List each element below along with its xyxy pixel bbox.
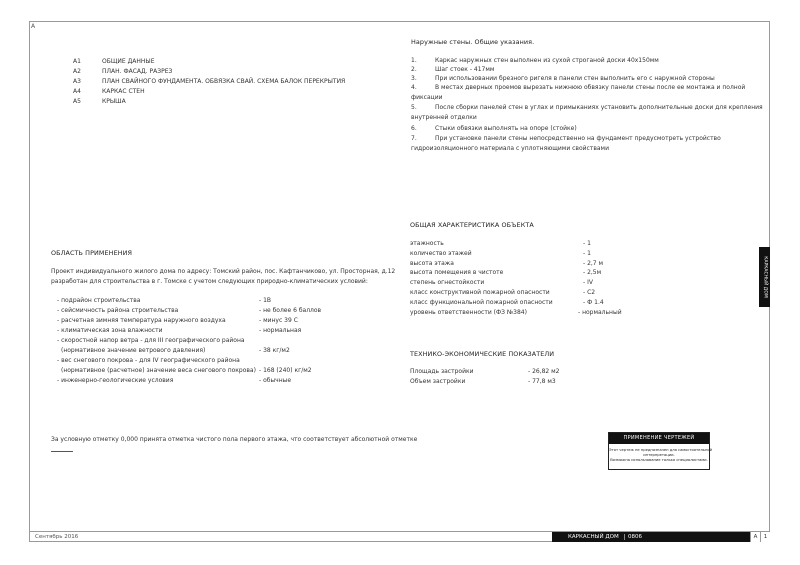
note-num: 2.: [411, 66, 417, 73]
note-text: Шаг стоек - 417мм: [435, 66, 495, 73]
contents-code-5: А5: [73, 98, 81, 105]
application-title: ОБЛАСТЬ ПРИМЕНЕНИЯ: [51, 249, 133, 257]
condition-value: - 38 кг/м2: [259, 347, 290, 354]
tech-value: - 26,82 м2: [528, 368, 560, 375]
sheet-corner-letter: A: [31, 23, 36, 30]
char-value: - Ф 1.4: [583, 299, 604, 306]
condition-label: - расчетная зимняя температура наружного воздуха: [57, 317, 226, 324]
note-text: При установке панели стены непосредственно на фундамент предусмотреть устройство: [435, 135, 721, 142]
contents-code-1: А1: [73, 58, 81, 65]
drawing-note-line: интерпретации.: [643, 453, 675, 457]
title-block-date: Сентябрь 2016: [35, 534, 79, 540]
condition-value: - нормальная: [259, 327, 302, 334]
condition-label: (нормативное значение ветрового давления): [61, 347, 206, 354]
condition-value: - минус 39 С: [259, 317, 298, 324]
contents-code-3: А3: [73, 78, 81, 85]
char-label: этажность: [410, 240, 444, 247]
condition-label: - вес снегового покрова - для IV географического района: [57, 357, 240, 364]
contents-code-4: А4: [73, 88, 81, 95]
char-value: - С2: [583, 289, 596, 296]
contents-title-4: КАРКАС СТЕН: [102, 88, 145, 95]
char-label: количество этажей: [410, 250, 472, 257]
char-label: уровень ответственности (ФЗ №384): [410, 309, 527, 316]
char-value: - 2,5м: [583, 269, 602, 276]
note-text: При использовании брезного ригеля в панели стен выполнить его с наружной стороны: [435, 75, 715, 82]
application-intro-1: Проект индивидуального жилого дома по адресу: Томский район, пос. Кафтанчиково, ул. Просторная, д.12: [51, 268, 396, 275]
note-num: 3.: [411, 75, 417, 82]
zero-mark-note: За условную отметку 0,000 принята отметка чистого пола первого этажа, что соответствует абсолютной отметке: [51, 436, 418, 443]
contents-code-2: А2: [73, 68, 81, 75]
condition-label: (нормативное (расчетное) значение веса снегового покрова): [61, 367, 256, 374]
condition-label: - климатическая зона влажности: [57, 327, 163, 334]
note-num: 4.: [411, 84, 417, 91]
note-text: После сборки панелей стен в углах и примыканиях установить дополнительные доски для крепления: [435, 104, 763, 111]
tech-econ-title: ТЕХНИКО-ЭКОНОМИЧЕСКИЕ ПОКАЗАТЕЛИ: [410, 350, 555, 358]
side-tab-label: КАРКАСНЫЙ ДОМ: [762, 256, 767, 298]
char-label: степень огнестойкости: [410, 279, 485, 286]
char-value: - IV: [583, 279, 593, 286]
condition-value: - не более 6 баллов: [259, 307, 322, 314]
condition-label: - инженерно-геологические условия: [57, 377, 174, 384]
char-label: класс функциональной пожарной опасности: [410, 299, 553, 306]
note-num: 6.: [411, 125, 417, 132]
char-value: - 1: [583, 240, 591, 247]
drawing-usage-note: [608, 432, 713, 470]
note-text: гидроизоляционного материала с уплотняющими свойствами: [411, 145, 609, 152]
char-value: - нормальный: [578, 309, 622, 316]
note-text: внутренней отделки: [411, 114, 477, 121]
note-num: 5.: [411, 104, 417, 111]
side-tab: [759, 247, 770, 307]
zero-mark-blank-line: [51, 451, 73, 452]
char-label: высота помещения в чистоте: [410, 269, 504, 276]
contents-title-5: КРЫША: [102, 98, 126, 105]
drawing-note-line: Возможно использование только специалистами.: [610, 458, 708, 462]
condition-label: - скоростной напор ветра - для III географического района: [57, 337, 245, 344]
condition-value: - 1В: [259, 297, 272, 304]
title-block-code: 0806: [628, 534, 642, 540]
note-text: Стыки обвязки выполнять на опоре (стойке): [435, 125, 577, 132]
note-text: Каркас наружных стен выполнен из сухой строганой доски 40х150мм: [435, 57, 659, 64]
char-value: - 1: [583, 250, 591, 257]
note-text: фиксации: [411, 94, 443, 101]
contents-title-2: ПЛАН. ФАСАД. РАЗРЕЗ: [102, 68, 173, 75]
title-block-sheet-letter: А: [750, 532, 760, 542]
application-intro-2: разработан для строительства в г. Томске с учетом следующих природно-климатических условий:: [51, 278, 368, 285]
title-block: [29, 531, 770, 542]
contents-title-1: ОБЩИЕ ДАННЫЕ: [102, 58, 155, 65]
title-block-project: КАРКАСНЫЙ ДОМ: [568, 534, 619, 540]
drawing-note-line: Этот чертеж не предназначен для самостоятельной: [609, 448, 713, 452]
char-label: высота этажа: [410, 260, 454, 267]
condition-value: - 168 (240) кг/м2: [259, 367, 312, 374]
title-block-sheet-number: 1: [760, 532, 770, 542]
note-num: 1.: [411, 57, 417, 64]
condition-value: - обычные: [259, 377, 292, 384]
outer-walls-title: Наружные стены. Общие указания.: [411, 38, 535, 46]
tech-label: Площадь застройки: [410, 368, 474, 375]
note-num: 7.: [411, 135, 417, 142]
condition-label: - подрайон строительства: [57, 297, 141, 304]
condition-label: - сейсмичность района строительства: [57, 307, 179, 314]
characteristics-title: ОБЩАЯ ХАРАКТЕРИСТИКА ОБЪЕКТА: [410, 221, 534, 229]
drawing-note-title: ПРИМЕНЕНИЕ ЧЕРТЕЖЕЙ: [609, 433, 709, 444]
char-label: класс конструктивной пожарной опасности: [410, 289, 550, 296]
contents-title-3: ПЛАН СВАЙНОГО ФУНДАМЕНТА. ОБВЯЗКА СВАЙ. СХЕМА БАЛОК ПЕРЕКРЫТИЯ: [102, 78, 346, 85]
tech-value: - 77,8 м3: [528, 378, 556, 385]
char-value: - 2,7 м: [583, 260, 604, 267]
note-text: В местах дверных проемов вырезать нижнюю обвязку панели стены после ее монтажа и полной: [435, 84, 746, 91]
title-block-project-bar: [552, 532, 770, 542]
tech-label: Объем застройки: [410, 378, 466, 385]
title-block-separator: [624, 534, 625, 540]
